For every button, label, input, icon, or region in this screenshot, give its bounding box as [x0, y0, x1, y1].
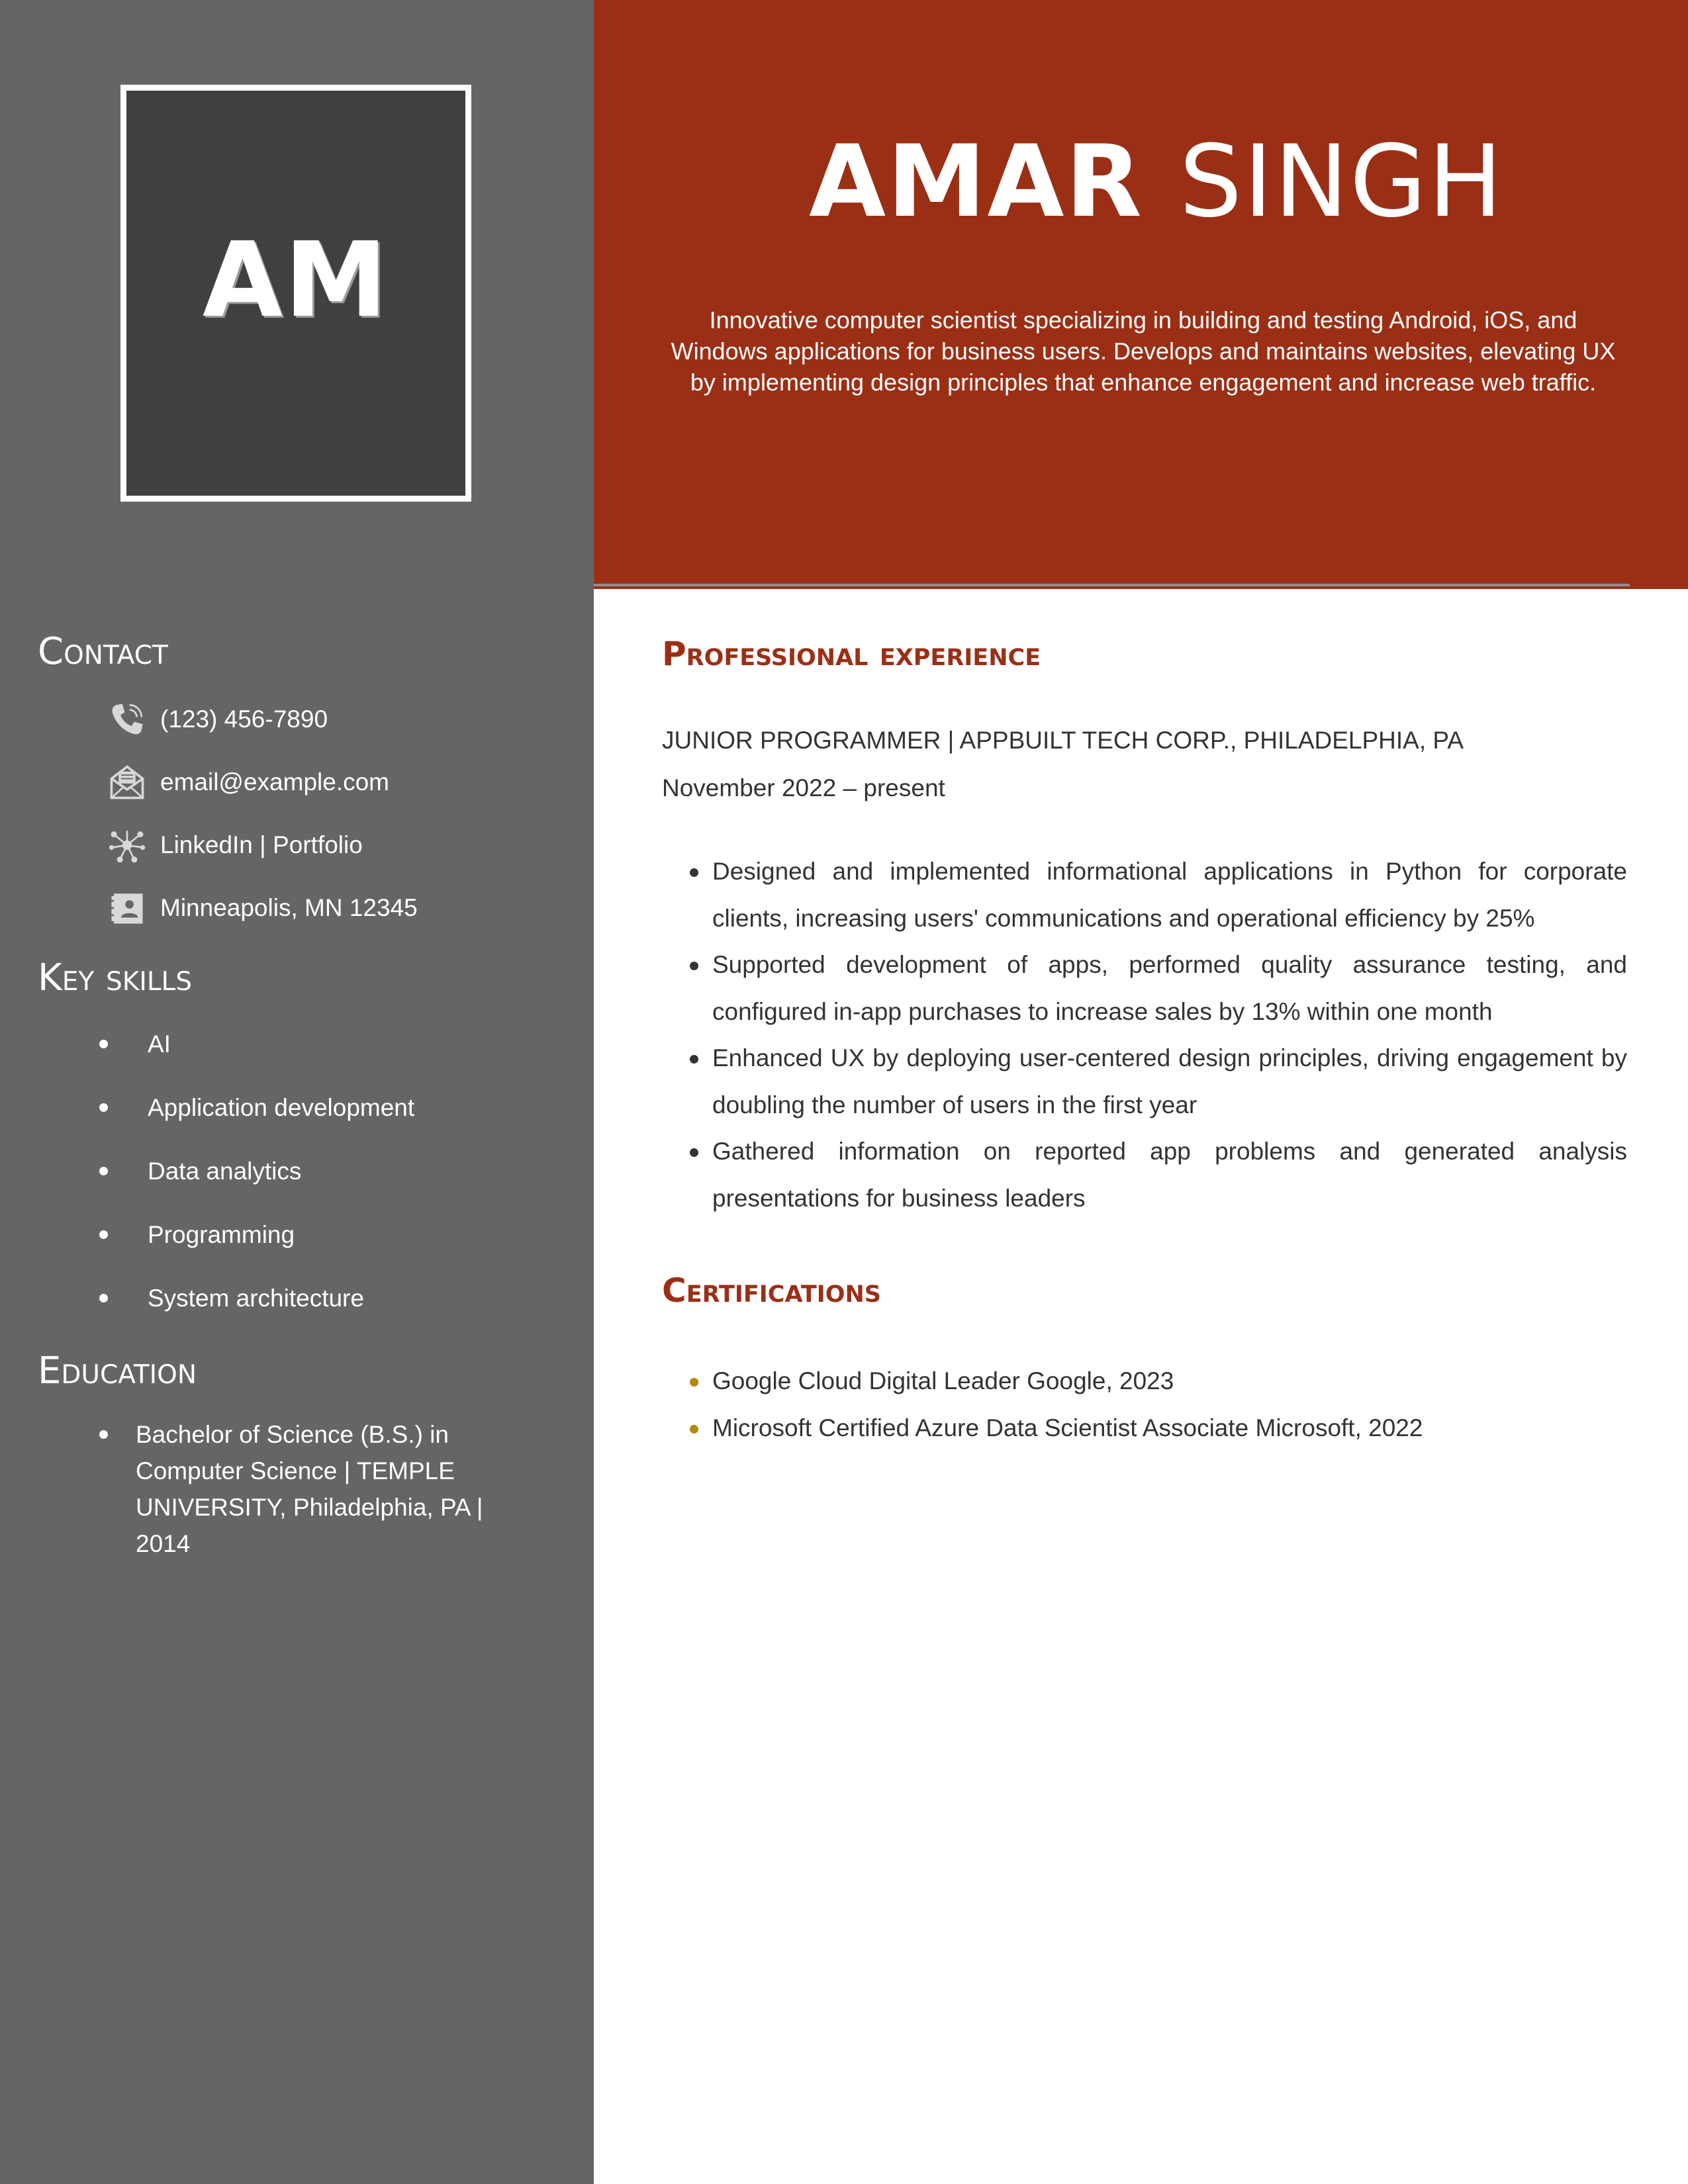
- skill-item: [99, 1286, 364, 1310]
- experience-bullet-text: Supported development of apps, performed quality assurance testing, and configured in-app purchases to increase sales by 13% within one month: [712, 951, 1627, 1025]
- envelope-icon: [106, 761, 148, 803]
- skill-label: Application development: [148, 1094, 415, 1121]
- bullet-icon: [690, 1148, 698, 1157]
- experience-heading: Professional experience: [662, 635, 1041, 673]
- certifications-heading: Certifications: [662, 1271, 882, 1310]
- experience-bullet: [688, 848, 1627, 942]
- skill-label: Data analytics: [148, 1158, 302, 1185]
- contact-links: [106, 822, 363, 868]
- contact-heading: Contact: [38, 630, 168, 673]
- bullet-icon: [690, 962, 698, 970]
- sidebar: [0, 0, 594, 2184]
- bullet-icon: [99, 1103, 108, 1112]
- experience-bullet: [688, 1035, 1627, 1128]
- skill-item: [99, 1159, 301, 1183]
- skill-item: [99, 1222, 295, 1247]
- full-name: [594, 124, 1688, 240]
- bullet-icon: [99, 1230, 108, 1239]
- certification-text: Google Cloud Digital Leader Google, 2023: [712, 1367, 1174, 1394]
- education-heading: Education: [38, 1349, 197, 1392]
- profile-summary: Innovative computer scientist specializing in building and testing Android, iOS, and Windows applications for business users. Develops and maintains websites, elevating UX by implementing design principles that enhance engagement and increase web traffic.: [671, 306, 1616, 396]
- bullet-icon: [99, 1430, 108, 1439]
- network-icon: [106, 824, 148, 866]
- bullet-icon: [99, 1294, 108, 1302]
- monogram-initials: AM: [203, 220, 389, 340]
- job-title: JUNIOR PROGRAMMER | APPBUILT TECH CORP., PHILADELPHIA, PA: [662, 727, 1464, 754]
- certification-list: [688, 1358, 1627, 1451]
- experience-bullet-text: Enhanced UX by deploying user-centered design principles, driving engagement by doubling the number of users in the first year: [712, 1044, 1627, 1118]
- skills-heading: Key skills: [38, 956, 193, 999]
- certification-item: [688, 1358, 1627, 1405]
- job-dates: November 2022 – present: [662, 774, 945, 801]
- skill-label: Programming: [148, 1221, 295, 1248]
- certification-text: Microsoft Certified Azure Data Scientist Associate Microsoft, 2022: [712, 1414, 1423, 1441]
- header-divider: [594, 584, 1630, 586]
- education-item: [99, 1416, 496, 1562]
- first-name: AMAR: [809, 124, 1143, 240]
- monogram-box: [120, 85, 471, 502]
- bullet-icon: [690, 1055, 698, 1064]
- phone-icon: [106, 698, 148, 741]
- skill-label: AI: [148, 1030, 171, 1058]
- last-name: SINGH: [1179, 124, 1504, 240]
- header-banner: [594, 0, 1688, 589]
- experience-bullet: [688, 942, 1627, 1035]
- skill-label: System architecture: [148, 1285, 364, 1312]
- contact-location-text: Minneapolis, MN 12345: [160, 894, 418, 921]
- education-text: Bachelor of Science (B.S.) in Computer Science | TEMPLE UNIVERSITY, Philadelphia, PA | 2014: [136, 1421, 483, 1557]
- skill-item: [99, 1032, 171, 1056]
- bullet-icon: [690, 1378, 698, 1387]
- contact-location: [106, 885, 418, 931]
- bullet-icon: [99, 1167, 108, 1175]
- experience-bullet-text: Designed and implemented informational applications in Python for corporate clients, increasing users' communications and operational efficiency by 25%: [712, 858, 1627, 932]
- contact-phone-text: (123) 456-7890: [160, 705, 328, 733]
- contact-links-text[interactable]: LinkedIn | Portfolio: [160, 831, 363, 858]
- skill-item: [99, 1095, 414, 1120]
- contact-phone: [106, 696, 328, 743]
- certification-item: [688, 1405, 1627, 1452]
- experience-bullets: [688, 848, 1627, 1222]
- bullet-icon: [690, 868, 698, 877]
- address-card-icon: [106, 887, 148, 929]
- bullet-icon: [690, 1425, 698, 1433]
- contact-email: [106, 759, 389, 805]
- contact-email-text[interactable]: email@example.com: [160, 768, 390, 796]
- bullet-icon: [99, 1040, 108, 1048]
- experience-bullet-text: Gathered information on reported app problems and generated analysis presentations for business leaders: [712, 1138, 1627, 1212]
- experience-bullet: [688, 1128, 1627, 1222]
